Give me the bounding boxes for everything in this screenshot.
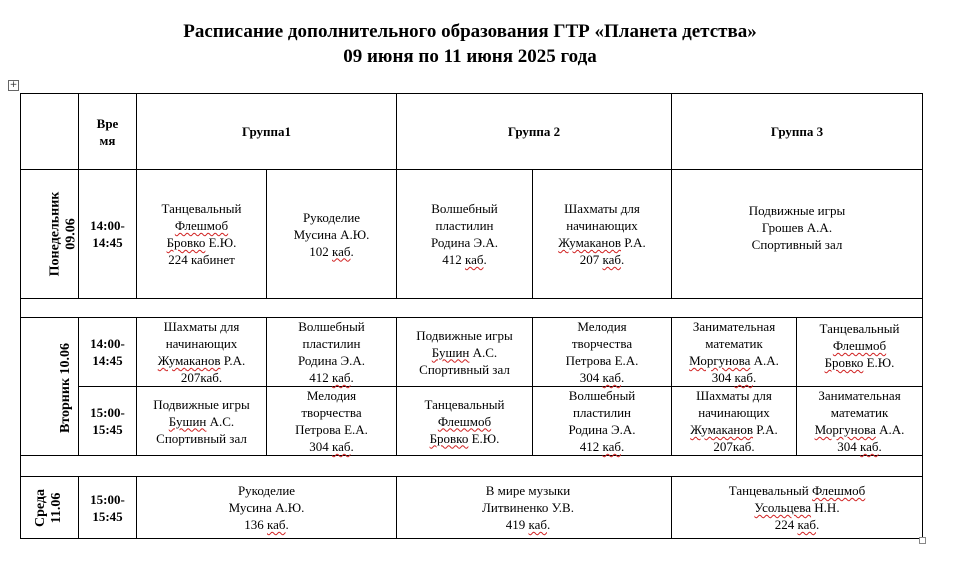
lesson-cell: Шахматы для начинающих Жумаканов Р.А. 207каб. bbox=[137, 318, 267, 387]
lesson-cell: Мелодия творчества Петрова Е.А. 304 каб. bbox=[533, 318, 672, 387]
lesson-cell: Рукоделие Мусина А.Ю. 136 каб. bbox=[137, 477, 397, 539]
lesson-cell: Шахматы для начинающих Жумаканов Р.А. 207 каб. bbox=[533, 170, 672, 299]
table-move-handle[interactable]: + bbox=[9, 80, 18, 90]
lesson-cell: Танцевальный Флешмоб Бровко Е.Ю. 224 кабинет bbox=[137, 170, 267, 299]
monday-row bbox=[21, 170, 923, 299]
lesson-cell: Рукоделие Мусина А.Ю. 102 каб. bbox=[267, 170, 397, 299]
wednesday-row bbox=[21, 477, 923, 539]
lesson-cell: Мелодия творчества Петрова Е.А. 304 каб. bbox=[267, 387, 397, 456]
schedule-table bbox=[20, 93, 923, 539]
header-time-cell: Вре мя bbox=[79, 94, 137, 170]
header-group2: Группа 2 bbox=[397, 94, 672, 170]
table-resize-handle[interactable] bbox=[919, 537, 926, 544]
page-subtitle: 09 июня по 11 июня 2025 года bbox=[343, 46, 597, 67]
lesson-cell: Волшебный пластилин Родина Э.А. 412 каб. bbox=[267, 318, 397, 387]
tuesday-row-1 bbox=[21, 318, 923, 387]
tuesday-row-2 bbox=[21, 387, 923, 456]
lesson-cell: Танцевальный Флешмоб Бровко Е.Ю. bbox=[797, 318, 923, 387]
lesson-cell: Подвижные игры Грошев А.А. Спортивный зал bbox=[672, 170, 923, 299]
page-title: Расписание дополнительного образования ГТР «Планета детства» bbox=[183, 21, 757, 42]
lesson-cell: Занимательная математик Моргунова А.А. 304 каб. bbox=[797, 387, 923, 456]
lesson-cell: Подвижные игры Бушин А.С. Спортивный зал bbox=[137, 387, 267, 456]
lesson-cell: В мире музыки Литвиненко У.В. 419 каб. bbox=[397, 477, 672, 539]
spacer-row bbox=[21, 456, 923, 477]
time-cell: 15:00- 15:45 bbox=[79, 387, 137, 456]
lesson-cell: Шахматы для начинающих Жумаканов Р.А. 207каб. bbox=[672, 387, 797, 456]
time-cell: 15:00- 15:45 bbox=[79, 477, 137, 539]
header-group1: Группа1 bbox=[137, 94, 397, 170]
header-row bbox=[21, 94, 923, 170]
day-wednesday: Среда 11.06 bbox=[21, 477, 79, 539]
lesson-cell: Танцевальный Флешмоб Бровко Е.Ю. bbox=[397, 387, 533, 456]
day-tuesday: Вторник 10.06 bbox=[21, 318, 79, 456]
spacer-row bbox=[21, 299, 923, 318]
lesson-cell: Танцевальный Флешмоб Усольцева Н.Н. 224 каб. bbox=[672, 477, 923, 539]
lesson-cell: Подвижные игры Бушин А.С. Спортивный зал bbox=[397, 318, 533, 387]
lesson-cell: Волшебный пластилин Родина Э.А. 412 каб. bbox=[397, 170, 533, 299]
header-day-cell bbox=[21, 94, 79, 170]
lesson-cell: Занимательная математик Моргунова А.А. 304 каб. bbox=[672, 318, 797, 387]
time-cell: 14:00- 14:45 bbox=[79, 170, 137, 299]
lesson-cell: Волшебный пластилин Родина Э.А. 412 каб. bbox=[533, 387, 672, 456]
header-group3: Группа 3 bbox=[672, 94, 923, 170]
time-cell: 14:00- 14:45 bbox=[79, 318, 137, 387]
day-monday: Понедельник 09.06 bbox=[21, 170, 79, 299]
